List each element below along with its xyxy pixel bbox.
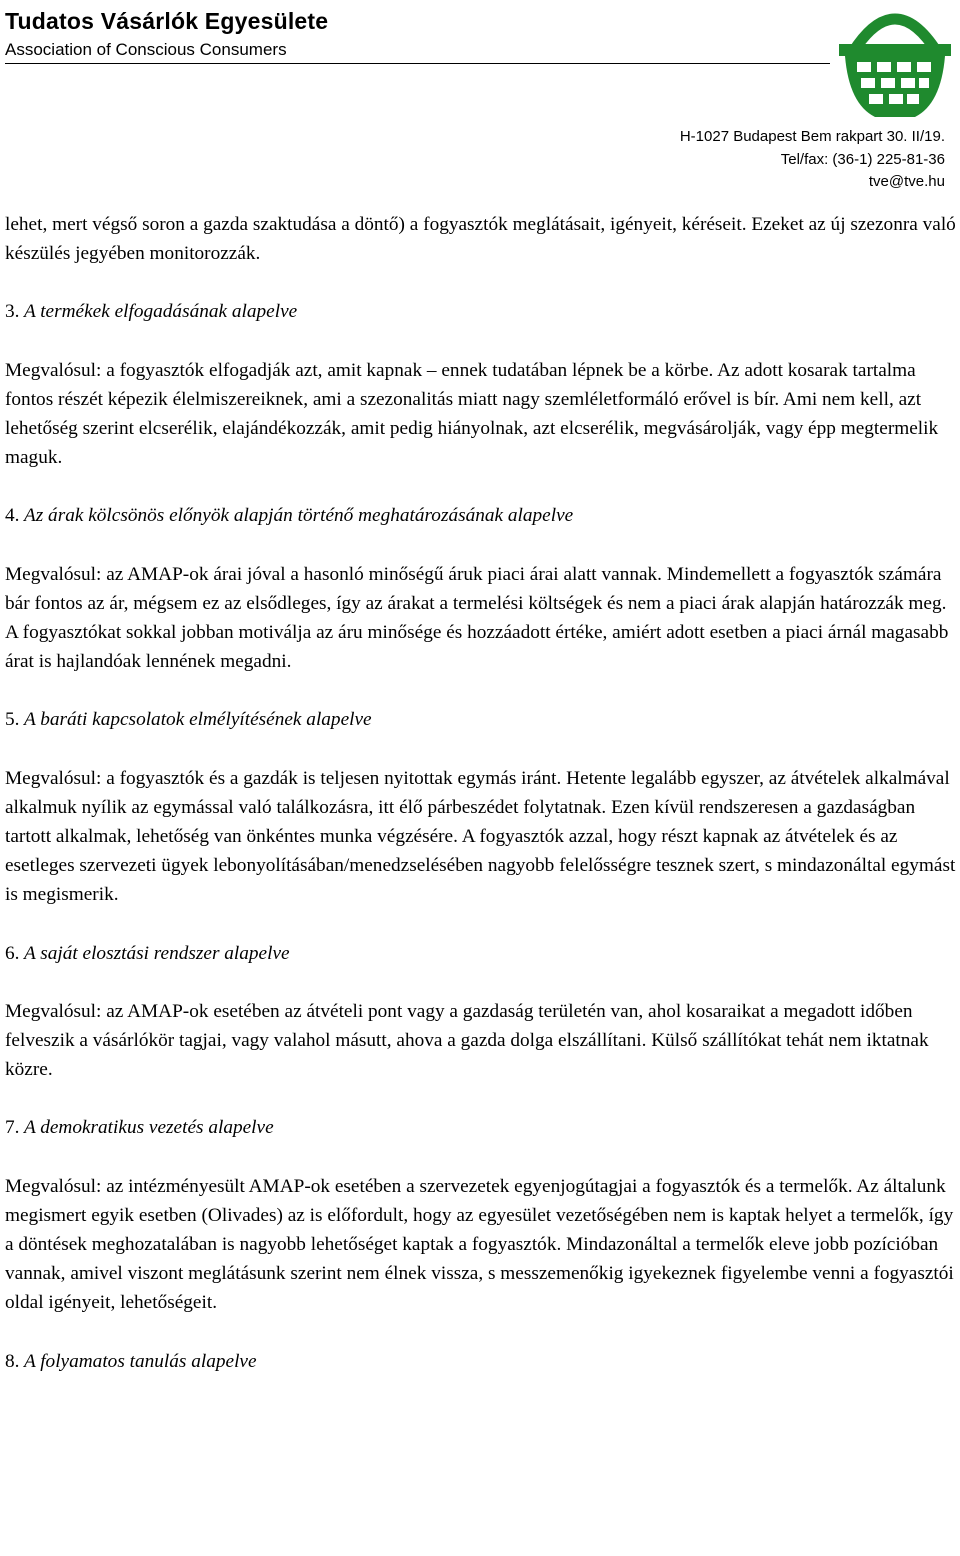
section-number: 4. [5, 505, 20, 527]
section-heading-3 [5, 297, 960, 326]
section-heading-6 [5, 939, 960, 968]
section-title: A termékek elfogadásának alapelve [23, 301, 298, 323]
section-heading-5 [5, 705, 960, 734]
section-paragraph-5: Megvalósul: a fogyasztók és a gazdák is teljesen nyitottak egymás iránt. Hetente legalább egyszer, az átvételek alkalmával alkalmuk nyílik az egymással való találkozásra, itt élő párbeszédet folytatnak. Ezen kívül rendszeresen a gazdaságban tartott alkalmak, lehetőség van önkéntes munka végzésére. A fogyasztók azzal, hogy részt kapnak az átvételek és az esetleges szervezeti ügyek lebonyolításában/menedzselésében nagyobb felelősségre tesznek szert, s mindazonáltal egymást is megismerik. [5, 767, 956, 906]
section-title: Az árak kölcsönös előnyök alapján történő meghatározásának alapelve [23, 505, 574, 527]
section-heading-8 [5, 1347, 960, 1376]
organization-subtitle: Association of Conscious Consumers [5, 40, 287, 59]
section-paragraph-4: Megvalósul: az AMAP-ok árai jóval a hasonló minőségű áruk piaci árai alatt vannak. Mindemellett a fogyasztók számára bár fontos az ár, mégsem ez az elsődleges, így az árakat a termelési költségek és nem a piaci árak alapján határozzák meg. A fogyasztókat sokkal jobban motiválja az áru minősége és hozzáadott értéke, amiért adott esetben a piaci árnál magasabb árat is hajlandóak lennének megadni. [5, 563, 949, 673]
section-title: A saját elosztási rendszer alapelve [23, 942, 290, 964]
section-number: 3. [5, 301, 20, 323]
section-title: A folyamatos tanulás alapelve [23, 1350, 257, 1372]
section-paragraph-6: Megvalósul: az AMAP-ok esetében az átvételi pont vagy a gazdaság területén van, ahol kosaraikat a megadott időben felveszik a vásárlókör tagjai, vagy valahol másutt, ahova a gazda dolga elszállítani. Külső szállítókat tehát nem iktatnak közre. [5, 1000, 929, 1081]
section-title: A baráti kapcsolatok elmélyítésének alapelve [23, 709, 372, 731]
basket-logo-icon [833, 4, 957, 122]
header-divider [5, 63, 830, 64]
section-number: 6. [5, 942, 20, 964]
phone-line: Tel/fax: (36-1) 225-81-36 [780, 150, 945, 168]
section-number: 5. [5, 709, 20, 731]
letterhead [0, 0, 960, 200]
email-line[interactable]: tve@tve.hu [868, 173, 945, 190]
section-number: 8. [5, 1350, 20, 1372]
section-paragraph-7: Megvalósul: az intézményesült AMAP-ok esetében a szervezetek egyenjogútagjai a fogyasztók és a termelők. Az általunk megismert egyik esetben (Olivades) az is előfordult, hogy az egyesület vezetőségében nem is kaptak helyet a termelők, így a döntések meghozatalában is nagyobb lehetőséget kaptak a fogyasztók. Mindazonáltal a termelők eleve jobb pozícióban vannak, amivel viszont meglátásunk szerint nem élnek vissza, s messzemenőkig igyekeznek figyelembe venni a fogyasztói oldal igényeit, lehetőségeit. [5, 1175, 954, 1314]
section-title: A demokratikus vezetés alapelve [23, 1117, 274, 1139]
section-heading-7 [5, 1113, 960, 1142]
address-line: H-1027 Budapest Bem rakpart 30. II/19. [679, 128, 945, 145]
intro-paragraph: lehet, mert végső soron a gazda szaktudása a döntő) a fogyasztók meglátásait, igényeit, kéréseit. Ezeket az új szezonra való készülés jegyében monitorozzák. [5, 214, 956, 265]
section-heading-4 [5, 501, 960, 530]
organization-name: Tudatos Vásárlók Egyesülete [5, 8, 329, 34]
section-paragraph-3: Megvalósul: a fogyasztók elfogadják azt, amit kapnak – ennek tudatában lépnek be a körbe. Az adott kosarak tartalma fontos részét képezik élelmiszereiknek, ami a szezonalitás miatt nagy szemléletformáló erővel is bír. Ami nem kell, azt lehetőség szerint elcserélik, elajándékozzák, amit pedig hiányolnak, azt elcserélik, megvásárolják, vagy épp megtermelik maguk. [5, 359, 939, 469]
section-number: 7. [5, 1117, 20, 1139]
document-body [5, 210, 960, 1376]
address-block [680, 126, 945, 194]
